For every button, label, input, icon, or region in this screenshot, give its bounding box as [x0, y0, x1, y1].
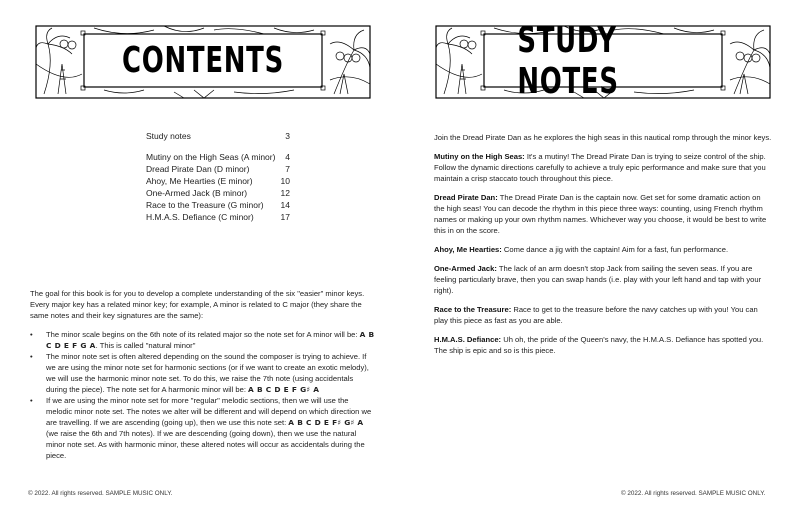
intro-paragraph: The goal for this book is for you to develop a complete understanding of the six "easier" minor keys. Every major key has a related minor key; for example, A minor is related to C major (they share the same notes and their key signatures are the same):: [30, 289, 365, 320]
toc-entry[interactable]: [146, 187, 290, 199]
copyright-footer: © 2022. All rights reserved. SAMPLE MUSIC ONLY.: [28, 490, 173, 497]
intro-paragraph: Join the Dread Pirate Dan as he explores the high seas in this nautical romp through the minor keys.: [434, 133, 772, 142]
note-paragraph: Dread Pirate Dan: The Dread Pirate Dan is the captain now. Get set for some dramatic action on the high seas! You can decode the rhythm in this piece three ways: counting, using French rhythm names or making up your own rhythm names. Whichever way you choose, it would be best to write this in on the score.: [434, 193, 767, 235]
page-title: STUDY NOTES: [517, 19, 619, 102]
toc-entry-title: Mutiny on the High Seas (A minor): [146, 152, 276, 162]
note-paragraph: Ahoy, Me Hearties: Come dance a jig with the captain! Aim for a fast, fun performance.: [434, 245, 729, 254]
minor-scale-list: [30, 329, 375, 461]
study-notes-body: [434, 132, 772, 364]
toc-entry-title: Dread Pirate Dan (D minor): [146, 164, 250, 174]
toc-entry-page: 3: [285, 131, 290, 141]
page-title: CONTENTS: [122, 40, 284, 81]
toc-entry[interactable]: [146, 151, 290, 163]
note-title: Race to the Treasure:: [434, 305, 512, 314]
note-paragraph: Mutiny on the High Seas: It's a mutiny! The Dread Pirate Dan is trying to seize control of the ship. Follow the dynamic directions carefully to achieve a truly epic performance and make sure that you maintain a crisp staccato touch throughout this piece.: [434, 152, 766, 183]
bullet-icon: •: [30, 396, 33, 405]
toc-entry-page: 17: [280, 212, 290, 222]
note-title: One-Armed Jack:: [434, 264, 497, 273]
study-notes-banner: [434, 19, 772, 102]
bullet-icon: •: [30, 352, 33, 361]
bullet-harmonic-minor: • The minor note set is often altered depending on the sound the composer is trying to achieve. If we are using the minor note set for harmonic sections (or if we want to create an exotic melody), we will use the harmonic minor note set. To do this, we raise the 7th note (using accidentals during the piece). The note set for A harmonic minor will be: A B C D E F G♯ A: [30, 352, 369, 394]
bullet-icon: •: [30, 330, 33, 339]
study-notes-page: [400, 0, 800, 518]
toc-entry-title: One-Armed Jack (B minor): [146, 188, 248, 198]
copyright-footer: © 2022. All rights reserved. SAMPLE MUSIC ONLY.: [621, 490, 766, 497]
toc-entry[interactable]: [146, 163, 290, 175]
toc-entry-page: 12: [280, 188, 290, 198]
bullet-melodic-minor: • If we are using the minor note set for more "regular" melodic sections, then we will use the melodic minor note set. The notes we alter will be different and will depend on which direction we are travelling. If we are ascending (going up), then we use this note set: A B C D E F♯ G♯ A (we raise the 6th and 7th notes). If we are descending (going down), then we use the natural minor note set. As with harmonic minor, these altered notes will occur as accidentals during the piece.: [30, 396, 372, 460]
note-title: Ahoy, Me Hearties:: [434, 245, 502, 254]
note-paragraph: Race to the Treasure: Race to get to the treasure before the navy catches up with you! You can play this piece as fast as you are able.: [434, 305, 758, 325]
note-paragraph: H.M.A.S. Defiance: Uh oh, the pride of the Queen's navy, the H.M.A.S. Defiance has spotted you. The ship is epic and so is this piece.: [434, 335, 764, 355]
note-set: A B C D E F G♯ A: [248, 385, 320, 394]
toc-entry-page: 7: [285, 164, 290, 174]
toc-entry-page: 4: [285, 152, 290, 162]
bullet-natural-minor: • The minor scale begins on the 6th note of its related major so the note set for A minor will be: A B C D E F G A. This is called "natural minor": [30, 330, 375, 350]
toc-entry[interactable]: [146, 199, 290, 211]
introduction: [30, 288, 375, 461]
note-set: A B C D E F G A: [46, 330, 375, 350]
toc-entry-page: 14: [280, 200, 290, 210]
toc-entry-title: H.M.A.S. Defiance (C minor): [146, 212, 254, 222]
toc-entry-title: Ahoy, Me Hearties (E minor): [146, 176, 253, 186]
toc-entry-title: Study notes: [146, 131, 191, 141]
note-paragraph: One-Armed Jack: The lack of an arm doesn't stop Jack from sailing the seven seas. If you are feeling particularly brave, then you can swap hands (i.e. play with your left hand and tap with your right).: [434, 264, 762, 295]
toc-entry-title: Race to the Treasure (G minor): [146, 200, 264, 210]
toc-entry[interactable]: [146, 130, 290, 142]
toc-entry[interactable]: [146, 211, 290, 223]
contents-banner: [34, 24, 372, 100]
note-title: Dread Pirate Dan:: [434, 193, 498, 202]
note-title: Mutiny on the High Seas:: [434, 152, 525, 161]
table-of-contents: [146, 130, 290, 223]
note-title: H.M.A.S. Defiance:: [434, 335, 502, 344]
toc-entry-page: 10: [280, 176, 290, 186]
toc-entry[interactable]: [146, 175, 290, 187]
note-set: A B C D E F♯ G♯ A: [288, 418, 364, 427]
